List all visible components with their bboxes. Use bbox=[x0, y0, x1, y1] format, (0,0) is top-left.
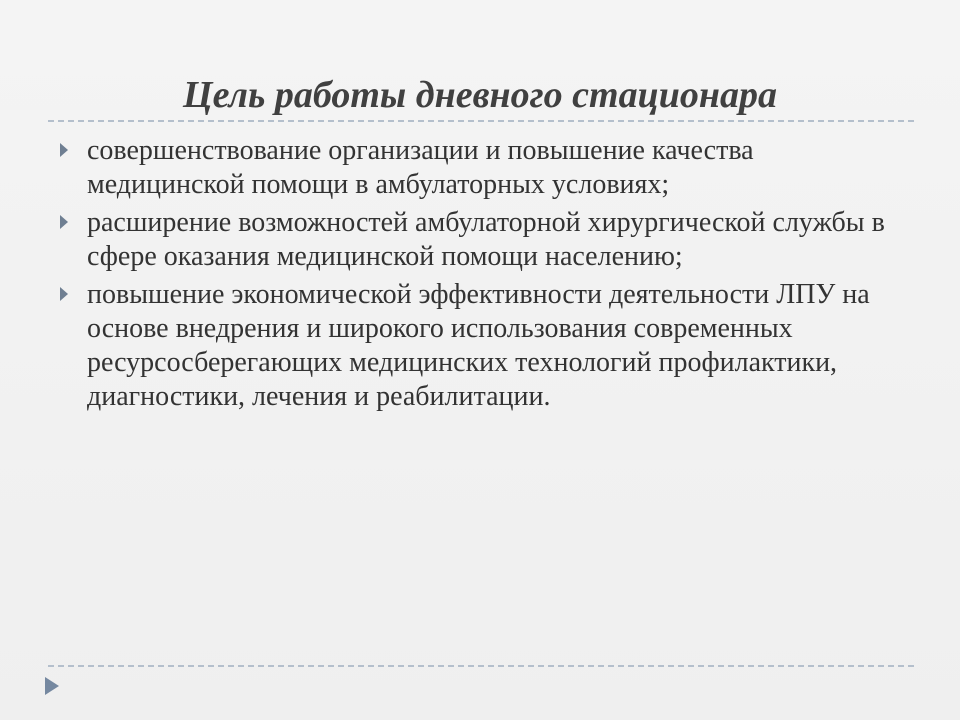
bullet-item bbox=[58, 134, 918, 202]
bullet-item bbox=[58, 206, 918, 274]
bullet-text: расширение возможностей амбулаторной хирургической службы в сфере оказания медицинской помощи населению; bbox=[87, 207, 885, 272]
next-slide-icon[interactable] bbox=[45, 677, 59, 695]
slide-title: Цель работы дневного стационара bbox=[183, 74, 777, 116]
triangle-bullet-icon bbox=[60, 287, 68, 301]
bullet-text: совершенствование организации и повышение качества медицинской помощи в амбулаторных условиях; bbox=[87, 135, 754, 200]
bullet-item bbox=[58, 278, 918, 414]
triangle-bullet-icon bbox=[60, 215, 68, 229]
footer-divider bbox=[48, 665, 914, 667]
triangle-bullet-icon bbox=[60, 143, 68, 157]
bullet-list bbox=[58, 134, 918, 418]
bullet-text: повышение экономической эффективности деятельности ЛПУ на основе внедрения и широкого использования современных ресурсосберегающих медицинских технологий профилактики, диагностики, лечения и реабилитации. bbox=[87, 279, 870, 412]
title-divider bbox=[48, 120, 914, 122]
